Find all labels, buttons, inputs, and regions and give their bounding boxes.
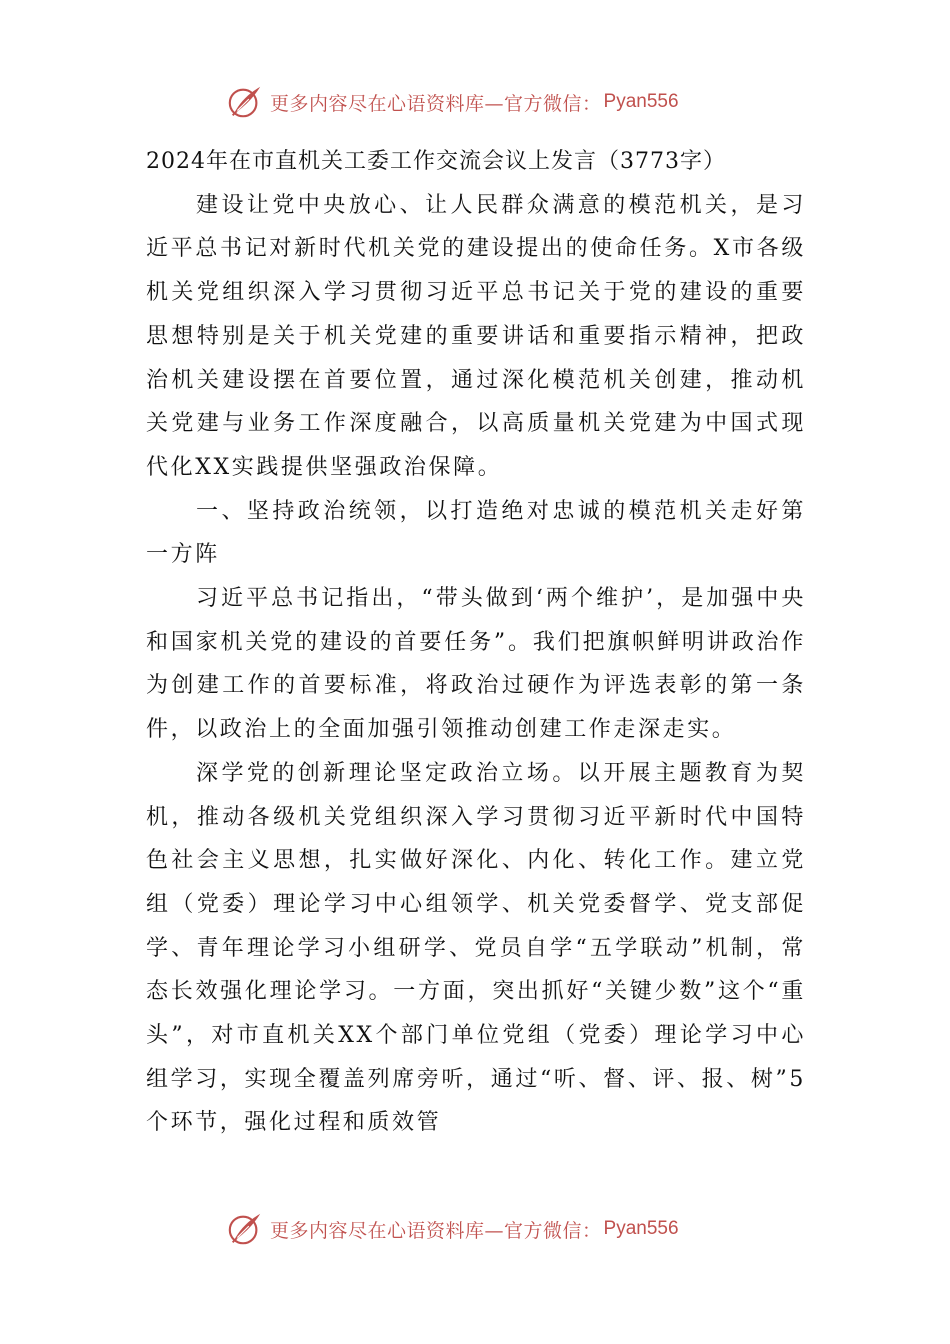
- banner-wechat-id: Pyan556: [603, 1218, 679, 1239]
- document-title: 2024年在市直机关工委工作交流会议上发言（3773字）: [146, 149, 726, 174]
- banner-wechat-id: Pyan556: [603, 91, 679, 112]
- document-body: [146, 140, 806, 1145]
- banner-text: 更多内容尽在心语资料库—官方微信：: [270, 92, 602, 115]
- quill-pen-icon: [226, 83, 264, 121]
- paragraph-theory-study: 深学党的创新理论坚定政治立场。以开展主题教育为契机，推动各级机关党组织深入学习贯彻习近平新时代中国特色社会主义思想，扎实做好深化、内化、转化工作。建立党组（党委）理论学习中心组领学、机关党委督学、党支部促学、青年理论学习小组研学、党员自学“五学联动”机制，常态长效强化理论学习。一方面，突出抓好“关键少数”这个“重头”，对市直机关XX个部门单位党组（党委）理论学习中心组学习，实现全覆盖列席旁听，通过“听、督、评、报、树”5个环节，强化过程和质效管: [146, 760, 806, 1136]
- paragraph-intro: 建设让党中央放心、让人民群众满意的模范机关，是习近平总书记对新时代机关党的建设提出的使命任务。X市各级机关党组织深入学习贯彻习近平总书记关于党的建设的重要思想特别是关于机关党建的重要讲话和重要指示精神，把政治机关建设摆在首要位置，通过深化模范机关创建，推动机关党建与业务工作深度融合，以高质量机关党建为中国式现代化XX实践提供坚强政治保障。: [146, 192, 806, 480]
- footer-banner[interactable]: [226, 1209, 746, 1249]
- section-heading-1: 一、坚持政治统领，以打造绝对忠诚的模范机关走好第一方阵: [146, 498, 806, 568]
- quill-pen-icon: [226, 1210, 264, 1248]
- banner-text: 更多内容尽在心语资料库—官方微信：: [270, 1219, 602, 1242]
- header-banner[interactable]: [226, 82, 746, 122]
- paragraph-quote: 习近平总书记指出，“带头做到‘两个维护’，是加强中央和国家机关党的建设的首要任务”。我们把旗帜鲜明讲政治作为创建工作的首要标准，将政治过硬作为评选表彰的第一条件，以政治上的全面加强引领推动创建工作走深走实。: [146, 586, 806, 743]
